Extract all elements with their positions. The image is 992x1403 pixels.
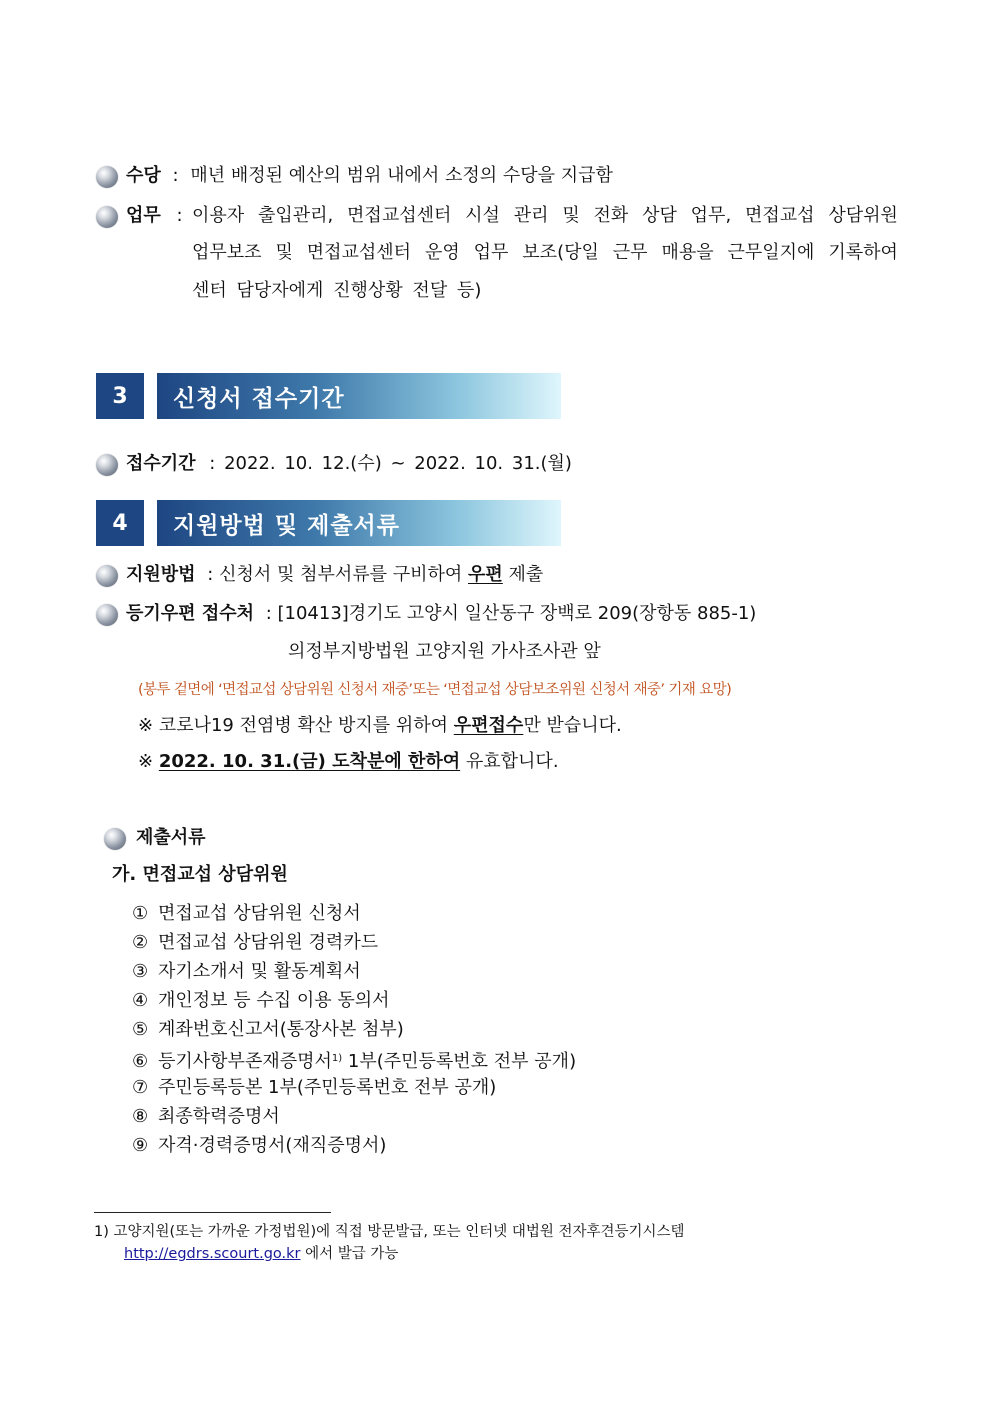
footnote-link[interactable]: http://egdrs.scourt.go.kr (124, 1246, 301, 1262)
duty-word: 업무, (690, 205, 732, 226)
notice-2 (138, 751, 559, 773)
duty-line-1 (192, 205, 898, 227)
item-number: ④ (132, 990, 149, 1011)
documents-label: 제출서류 (136, 827, 206, 848)
list-item (132, 990, 390, 1012)
list-item (132, 932, 378, 954)
duty-line-3: 센터 담당자에게 진행상황 전달 등) (192, 280, 482, 301)
notice-2-mark: ※ (138, 751, 159, 772)
footnote-line-2-post: 에서 발급 가능 (300, 1246, 399, 1262)
envelope-note: (봉투 겉면에 ‘면접교섭 상담위원 신청서 재중’또는 ‘면접교섭 상담보조위원 신청서 재중’ 기재 요망) (138, 682, 732, 698)
mail-line2: 의정부지방법원 고양지원 가사조사관 앞 (288, 641, 601, 662)
duty-word: 및 (562, 205, 580, 226)
mail-label: 등기우편 접수처 (126, 603, 254, 624)
duty-word: 업무 (473, 242, 509, 263)
mail-line1: : [10413]경기도 고양시 일산동구 장백로 209(장항동 885-1) (265, 603, 757, 624)
duty-sep: : (176, 205, 183, 226)
item-number: ⑦ (132, 1077, 149, 1098)
item-text: 자격·경력증명서(재직증명서) (158, 1135, 387, 1156)
allowance-row (126, 165, 613, 187)
item-text: 최종학력증명서 (158, 1106, 280, 1127)
duty-word: 관리 (513, 205, 549, 226)
list-item (132, 1048, 576, 1073)
item-text: 주민등록등본 1부(주민등록번호 전부 공개) (158, 1077, 497, 1098)
section-4-number: 4 (96, 500, 144, 546)
method-label: 지원방법 (126, 564, 196, 585)
period-label: 접수기간 (126, 453, 196, 474)
item-text: 등기사항부존재증명서 (158, 1051, 332, 1072)
duty-word: 근무 (612, 242, 648, 263)
item-text: 개인정보 등 수집 이용 동의서 (158, 990, 390, 1011)
item-number: ② (132, 932, 149, 953)
duty-label: 업무 (126, 205, 161, 226)
notice-2-post: 유효합니다. (460, 751, 559, 772)
footnote-line-2 (124, 1244, 398, 1264)
allowance-text: 매년 배정된 예산의 범위 내에서 소정의 수당을 지급함 (190, 165, 613, 186)
period-text: : 2022. 10. 12.(수) ~ 2022. 10. 31.(월) (209, 453, 572, 474)
duty-word: 업무보조 (192, 242, 262, 263)
duty-word: 면접교섭센터 (306, 242, 412, 263)
duty-word: 및 (275, 242, 293, 263)
method-pre: : 신청서 및 첨부서류를 구비하여 (207, 564, 469, 585)
duty-word: 면접교섭센터 (347, 205, 452, 226)
notice-1-pre: ※ 코로나19 전염병 확산 방지를 위하여 (138, 715, 454, 736)
bullet-icon (96, 206, 118, 228)
list-item (132, 903, 361, 925)
footnote-divider (94, 1212, 331, 1213)
item-text: 자기소개서 및 활동계획서 (158, 961, 361, 982)
item-text: 계좌번호신고서(통장사본 첨부) (158, 1019, 404, 1040)
duty-line-2 (192, 242, 898, 264)
duty-word: 근무일지에 (727, 242, 815, 263)
duty-word: 운영 (424, 242, 460, 263)
section-4-title: 지원방법 및 제출서류 (157, 500, 561, 546)
period-row (126, 453, 572, 475)
allowance-label: 수당 (126, 165, 161, 186)
method-bold: 우편 (468, 564, 503, 585)
list-item (132, 1077, 496, 1099)
item-number: ⑨ (132, 1135, 149, 1156)
notice-1 (138, 715, 622, 737)
list-item (132, 1135, 386, 1157)
notice-1-bold: 우편접수 (453, 715, 524, 736)
duty-word: 매용을 (661, 242, 714, 263)
footnote-ref: 1) (331, 1053, 343, 1064)
bullet-icon (96, 166, 118, 188)
duty-word: 상담 (642, 205, 677, 226)
item-number: ⑤ (132, 1019, 149, 1040)
item-text: 1부(주민등록번호 전부 공개) (342, 1051, 577, 1072)
duty-word: 시설 (465, 205, 500, 226)
duty-word: 면접교섭 (744, 205, 815, 226)
duty-word: 기록하여 (828, 242, 898, 263)
method-post: 제출 (502, 564, 544, 585)
item-number: ⑥ (132, 1051, 149, 1072)
duty-word: 출입관리, (257, 205, 334, 226)
bullet-icon (104, 828, 126, 850)
item-number: ① (132, 903, 149, 924)
item-text: 면접교섭 상담위원 경력카드 (158, 932, 379, 953)
list-item (132, 961, 361, 983)
footnote-line-1: 1) 고양지원(또는 가까운 가정법원)에 직접 방문발급, 또는 인터넷 대법원 전자후견등기시스템 (94, 1224, 685, 1240)
allowance-sep: : (172, 165, 179, 186)
list-item (132, 1106, 280, 1128)
method-row (126, 564, 543, 586)
item-text: 면접교섭 상담위원 신청서 (158, 903, 361, 924)
notice-1-post: 만 받습니다. (523, 715, 622, 736)
list-item (132, 1019, 404, 1041)
item-number: ⑧ (132, 1106, 149, 1127)
bullet-icon (96, 604, 118, 626)
notice-2-bold: 2022. 10. 31.(금) 도착분에 한하여 (158, 751, 461, 772)
item-number: ③ (132, 961, 149, 982)
duty-word: 전화 (593, 205, 629, 226)
section-3-title: 신청서 접수기간 (157, 373, 561, 419)
duty-label-row (126, 205, 183, 227)
section-3-number: 3 (96, 373, 144, 419)
mail-row (126, 603, 756, 625)
bullet-icon (96, 565, 118, 587)
documents-subheading: 가. 면접교섭 상담위원 (112, 864, 288, 885)
bullet-icon (96, 454, 118, 476)
duty-word: 보조(당일 (522, 242, 599, 263)
duty-word: 상담위원 (828, 205, 898, 226)
duty-word: 이용자 (192, 205, 245, 226)
